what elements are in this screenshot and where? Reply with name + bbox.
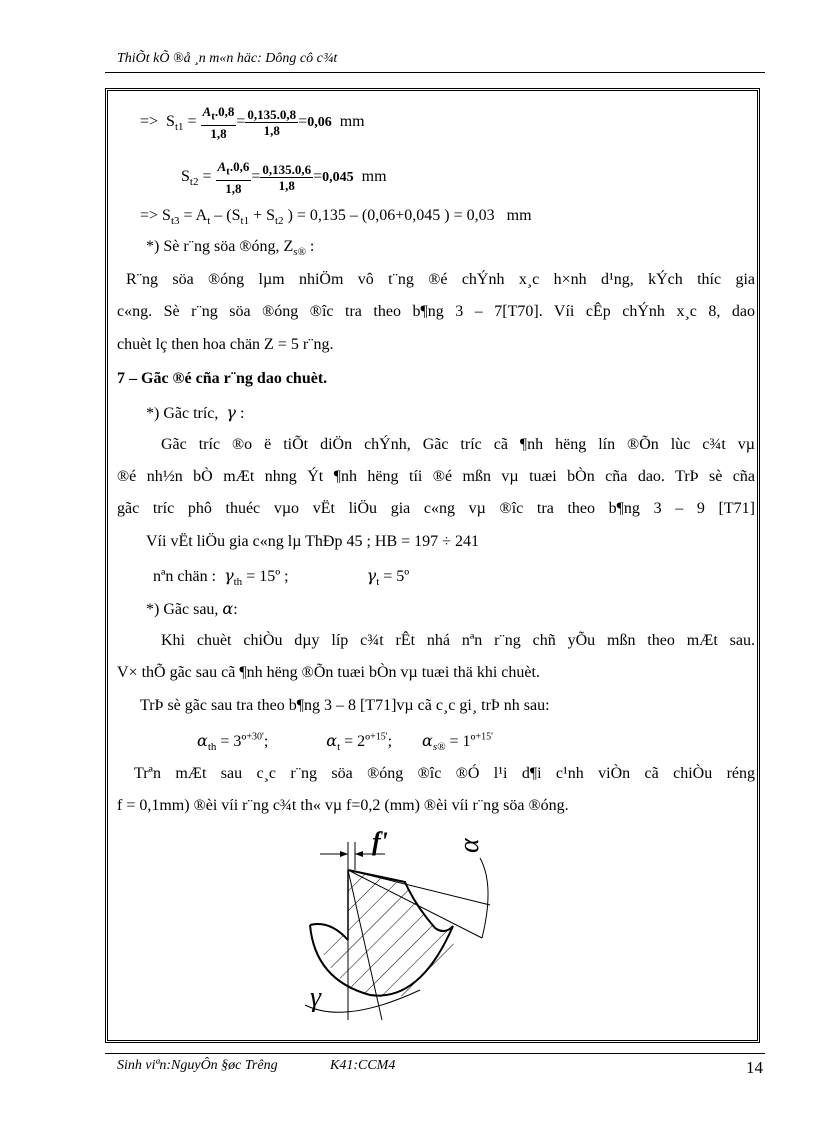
rake-angle-heading: *) Gãc tríc, γ : <box>146 403 245 422</box>
footer-rule <box>105 1053 765 1054</box>
clearance-angle-values: $\alpha_{th}$ = 3º$^{+30'}$; $\alpha_t$ = 2º$^{+15'}$; $\alpha_{s®}$ = 1º$^{+15'}$ <box>197 731 493 754</box>
para2-line3: gãc tríc phô thuéc vµo vËt liÖu gia c«ng vµ ®îc tra theo b¶ng 3 – 9 [T71] <box>117 500 755 517</box>
label-gamma: γ <box>310 982 322 1013</box>
footer-class: K41:CCM4 <box>330 1058 396 1073</box>
zsd-heading: *) Sè r¨ng söa ®óng, $Z_{s®}$ : <box>146 238 315 259</box>
para6-line2: f = 0,1mm) ®èi víi r¨ng c¾t th« vµ f=0,2 (mm) ®èi víi r¨ng söa ®óng. <box>117 797 569 814</box>
para5: TrÞ sè gãc sau tra theo b¶ng 3 – 8 [T71]vµ cã c¸c gi¸ trÞ nh sau: <box>140 697 550 714</box>
para1-line1: R¨ng söa ®óng lµm nhiÖm vô t¨ng ®é chÝnh x¸c h×nh d¹ng, kÝch thíc gia <box>126 271 755 288</box>
para2-line1: Gãc tríc ®o ë tiÕt diÖn chÝnh, Gãc tríc cã ¶nh hëng lín ®Õn lùc c¾t vµ <box>161 436 755 453</box>
para4-line1: Khi chuèt chiÒu dµy líp c¾t rÊt nhá nªn r¨ng chñ yÕu mßn theo mÆt sau. <box>161 632 755 649</box>
st1-fraction-1: $\frac{A_t.0,8}{1,8}$ <box>202 104 235 141</box>
st2-formula: $S_{t2}$ = $\frac{A_t.0,6}{1,8}$ = $\frac{0,135.0,6}{1,8}$ =0,045 mm <box>181 159 387 196</box>
page-number: 14 <box>746 1058 763 1077</box>
material-line: Víi vËt liÖu gia c«ng lµ ThÐp 45 ; HB = 197 ÷ 241 <box>146 533 479 550</box>
para2-line2: ®é nh½n bÒ mÆt nhng Ýt ¶nh hëng tíi ®é mßn vµ tuæi bÒn cña dao. TrÞ sè cña <box>117 468 755 485</box>
st1-fraction-2: $\frac{0,135.0,8}{1,8}$ <box>247 106 297 138</box>
st2-fraction-2: $\frac{0,135.0,6}{1,8}$ <box>262 161 312 193</box>
st1-formula: => $S_{t1}$ = $\frac{A_t.0,8}{1,8}$ = $\frac{0,135.0,8}{1,8}$ =0,06 mm <box>140 104 365 141</box>
st3-formula: => $S_{t3} = A_t - (S_{t1} + S_{t2}$ ) = 0,135 – (0,06+0,045 ) = 0,03 mm <box>140 207 532 228</box>
rake-angle-values: nªn chän : $\gamma_{th}$ = 15º ; $\gamma_t$ = 5º <box>153 566 410 589</box>
para4-line2: V× thÕ gãc sau cã ¶nh hëng ®Õn tuæi bÒn vµ tuæi thä khi chuèt. <box>117 664 540 681</box>
page-header: ThiÕt kÕ ®å ¸n m«n häc: Dông cô c¾t <box>117 51 338 66</box>
arrowhead-right <box>355 851 363 857</box>
para6-line1: Trªn mÆt sau c¸c r¨ng söa ®óng ®îc ®Ó l¹i d¶i c¹nh viÒn cã chiÒu réng <box>134 765 755 782</box>
para1-line3: chuèt lç then hoa chän Z = 5 r¨ng. <box>117 336 334 353</box>
header-rule <box>105 72 765 73</box>
arrowhead-left <box>340 851 348 857</box>
label-alpha: α <box>454 838 485 853</box>
clearance-arc <box>480 858 488 938</box>
section7-heading: 7 – Gãc ®é cña r¨ng dao chuèt. <box>117 370 328 387</box>
para1-line2: c«ng. Sè r¨ng söa ®óng ®îc tra theo b¶ng 3 – 7[T70]. Víi cÊp chÝnh x¸c 8, dao <box>117 303 755 320</box>
st2-fraction-1: $\frac{A_t.0,6}{1,8}$ <box>217 159 250 196</box>
footer-author: Sinh viªn:NguyÔn §øc Trêng <box>117 1058 278 1073</box>
label-f: f' <box>372 830 388 856</box>
tooth-geometry-figure <box>290 830 510 1030</box>
clearance-angle-heading: *) Gãc sau, α: <box>146 599 238 618</box>
